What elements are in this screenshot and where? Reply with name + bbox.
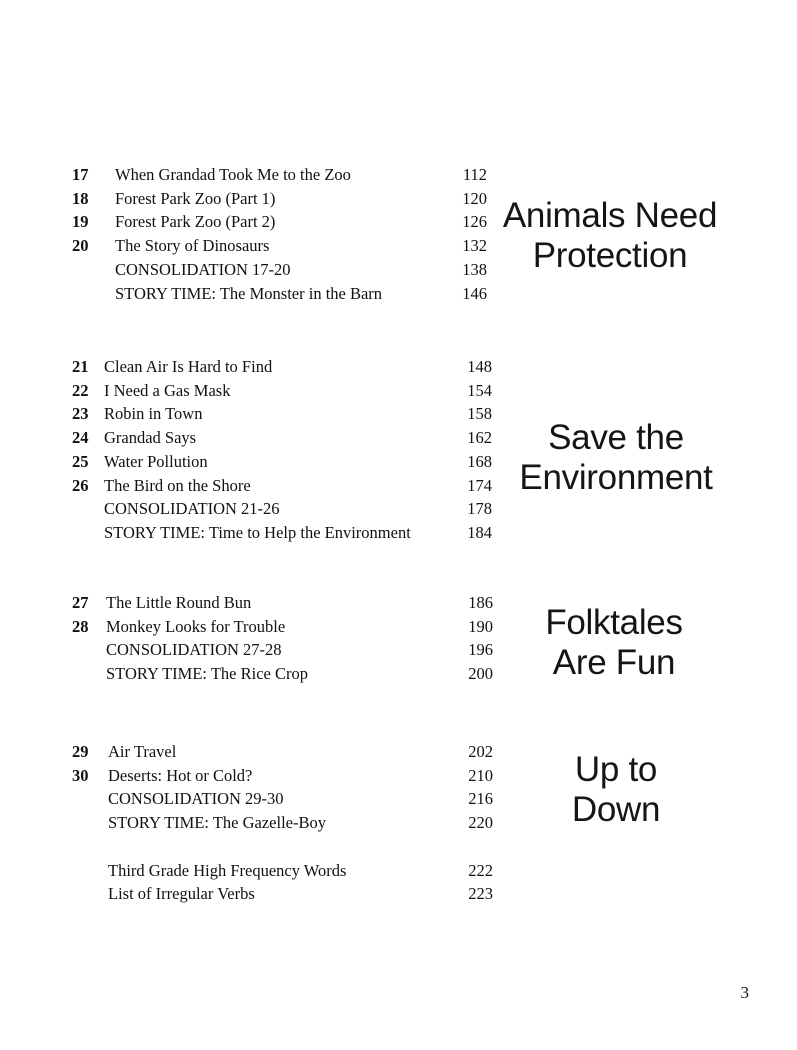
page-ref: 222 [468,861,493,880]
page-ref: 186 [468,593,493,612]
theme-line: Down [571,790,661,829]
unit-theme-heading [494,603,734,683]
page-ref: 138 [462,260,487,279]
lesson-title: STORY TIME: The Gazelle-Boy [108,813,326,832]
lesson-title: STORY TIME: The Monster in the Barn [115,284,383,303]
lesson-number: 19 [72,212,89,231]
theme-line: Protection [532,236,688,275]
lesson-number: 30 [72,766,89,785]
toc-entry [0,379,797,403]
unit-theme-heading [490,196,730,276]
page-ref: 216 [468,789,493,808]
theme-line: Up to [574,750,658,789]
unit-theme-heading [496,750,736,830]
lesson-number: 23 [72,404,89,423]
lesson-number: 21 [72,357,89,376]
page-ref: 158 [467,404,492,423]
page-ref: 126 [462,212,487,231]
lesson-number: 26 [72,476,89,495]
appendix-entry [0,882,797,906]
page-ref: 223 [468,884,493,903]
lesson-number: 18 [72,189,89,208]
lesson-number: 24 [72,428,89,447]
lesson-title: I Need a Gas Mask [104,381,231,400]
page-ref: 148 [467,357,492,376]
page-ref: 184 [467,523,492,542]
page-number: 3 [740,983,749,1002]
page-ref: 154 [467,381,492,400]
page-ref: 210 [468,766,493,785]
theme-line: Environment [519,458,713,497]
page-ref: 178 [467,499,492,518]
lesson-number: 20 [72,236,89,255]
appendix-title: List of Irregular Verbs [108,884,255,903]
appendix-title: Third Grade High Frequency Words [108,861,347,880]
lesson-title: Grandad Says [104,428,197,447]
toc-entry [0,282,797,306]
lesson-title: The Little Round Bun [106,593,252,612]
lesson-title: CONSOLIDATION 29-30 [108,789,284,808]
lesson-number: 28 [72,617,89,636]
page-ref: 132 [462,236,487,255]
lesson-title: Forest Park Zoo (Part 1) [115,189,276,208]
lesson-title: When Grandad Took Me to the Zoo [115,165,351,184]
unit-theme-heading [496,418,736,498]
lesson-title: Monkey Looks for Trouble [106,617,286,636]
page-ref: 196 [468,640,493,659]
lesson-number: 22 [72,381,89,400]
page-ref: 174 [467,476,492,495]
page-ref: 220 [468,813,493,832]
lesson-title: CONSOLIDATION 17-20 [115,260,291,279]
theme-line: Are Fun [552,643,676,682]
page-ref: 112 [462,165,487,184]
lesson-title: Robin in Town [104,404,203,423]
page-ref: 190 [468,617,493,636]
lesson-title: The Bird on the Shore [104,476,251,495]
lesson-title: The Story of Dinosaurs [115,236,270,255]
appendix-entry [0,859,797,883]
lesson-title: Air Travel [108,742,177,761]
lesson-title: Water Pollution [104,452,208,471]
toc-entry [0,521,797,545]
page-ref: 202 [468,742,493,761]
lesson-title: Forest Park Zoo (Part 2) [115,212,276,231]
page-ref: 146 [462,284,487,303]
lesson-number: 27 [72,593,89,612]
lesson-title: Clean Air Is Hard to Find [104,357,273,376]
lesson-title: STORY TIME: Time to Help the Environment [104,523,411,542]
toc-entry [0,355,797,379]
theme-line: Folktales [545,603,683,642]
theme-line: Animals Need [502,196,718,235]
theme-line: Save the [548,418,684,457]
toc-entry [0,497,797,521]
page-ref: 168 [467,452,492,471]
page-ref: 162 [467,428,492,447]
toc-entry [0,163,797,187]
page-ref: 120 [462,189,487,208]
page-ref: 200 [468,664,493,683]
lesson-number: 25 [72,452,89,471]
lesson-number: 29 [72,742,89,761]
lesson-title: Deserts: Hot or Cold? [108,766,253,785]
lesson-title: CONSOLIDATION 21-26 [104,499,280,518]
lesson-title: STORY TIME: The Rice Crop [106,664,308,683]
lesson-title: CONSOLIDATION 27-28 [106,640,282,659]
lesson-number: 17 [72,165,89,184]
